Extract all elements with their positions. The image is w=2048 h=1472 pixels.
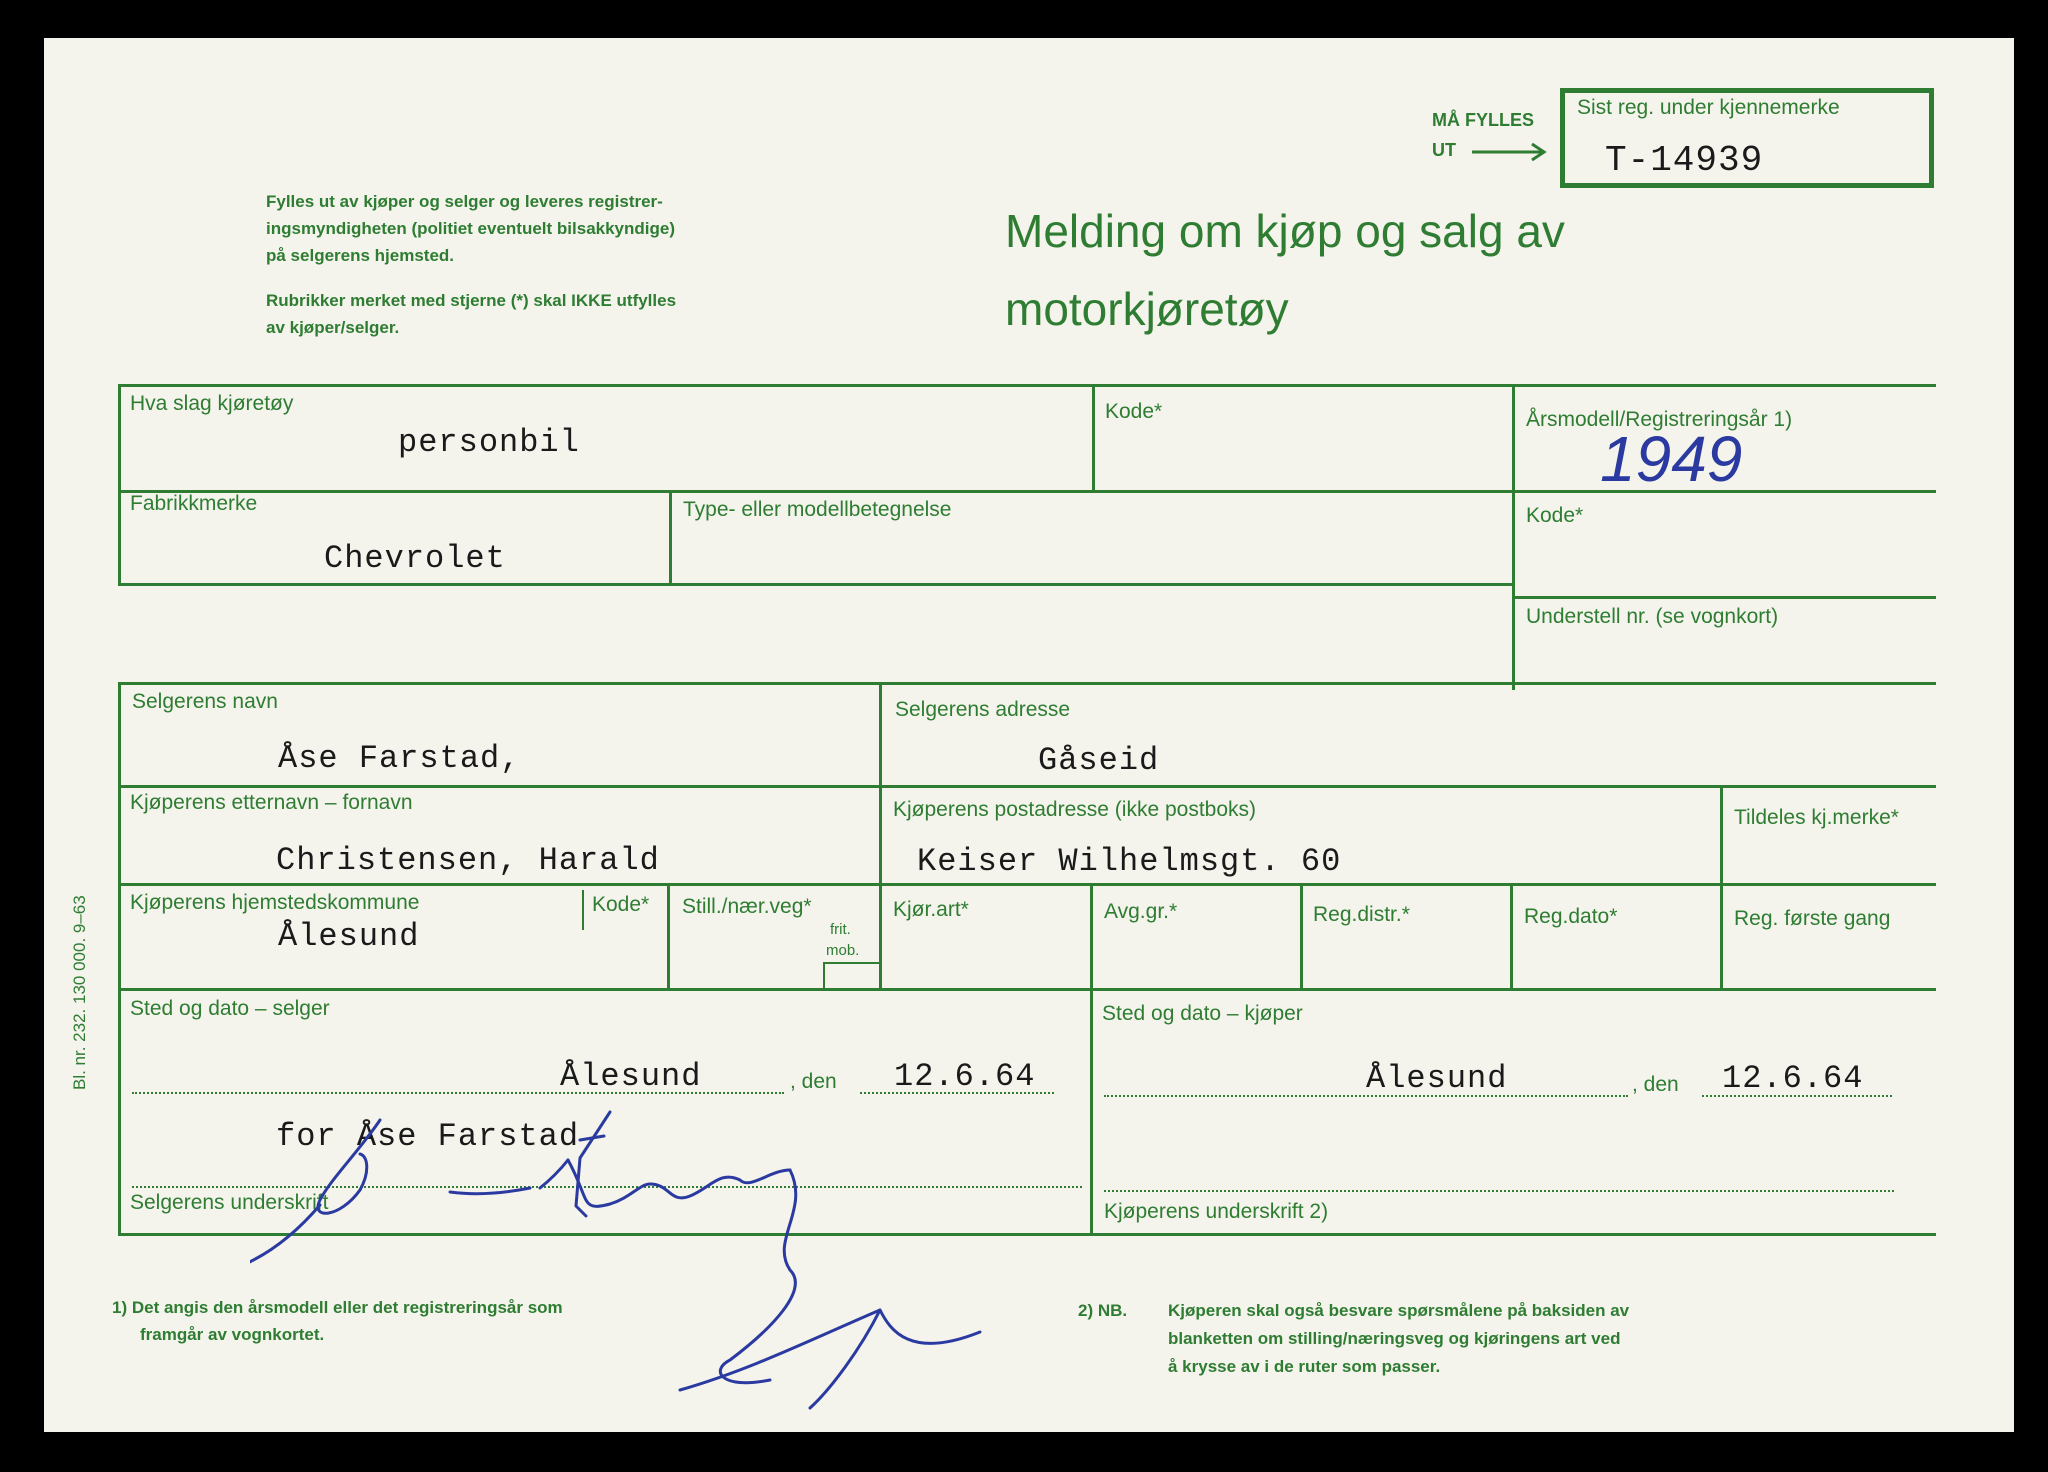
dato-kjoper-value: 12.6.64 xyxy=(1722,1060,1864,1097)
ma-fylles-label: MÅ FYLLES xyxy=(1432,110,1534,130)
den2-label: , den xyxy=(1632,1073,1679,1096)
arsmodell-label: Årsmodell/Registreringsår 1) xyxy=(1526,408,1793,431)
selger-adresse-label: Selgerens adresse xyxy=(895,698,1071,721)
grid-line xyxy=(1512,384,1515,690)
grid-line xyxy=(1092,384,1095,490)
grid-line xyxy=(667,883,670,988)
instructions-line-4: Rubrikker merket med stjerne (*) skal IKKE utfylles xyxy=(266,291,677,310)
kode3-label: Kode* xyxy=(592,893,650,916)
arsmodell-handwritten: 1949 xyxy=(1600,423,1743,495)
grid-line xyxy=(118,384,1936,387)
dotted-line xyxy=(1104,1190,1894,1192)
selger-navn-label: Selgerens navn xyxy=(132,690,278,713)
frit-label: frit. xyxy=(830,921,851,938)
grid-line xyxy=(118,384,121,583)
hjemsted-value: Ålesund xyxy=(278,918,420,955)
instructions-line-2: ingsmyndigheten (politiet eventuelt bilsakkyndige) xyxy=(266,219,676,238)
reg-forste-label: Reg. første gang xyxy=(1734,907,1891,930)
footnote-2-line-2: blanketten om stilling/næringsveg og kjøringens art ved xyxy=(1168,1329,1621,1348)
grid-line xyxy=(669,490,672,583)
sist-reg-value: T-14939 xyxy=(1605,140,1764,181)
grid-line xyxy=(1512,596,1936,599)
grid-line xyxy=(1720,785,1723,988)
instructions-line-1: Fylles ut av kjøper og selger og leveres registrer- xyxy=(266,192,663,211)
grid-line xyxy=(1090,883,1093,1233)
grid-line xyxy=(1510,883,1513,988)
kode2-label: Kode* xyxy=(1526,504,1584,527)
footnote-2-line-3: å krysse av i de ruter som passer. xyxy=(1168,1357,1441,1376)
avggr-label: Avg.gr.* xyxy=(1104,900,1178,923)
seller-signature xyxy=(250,1100,1010,1410)
hva-slag-label: Hva slag kjøretøy xyxy=(130,392,294,415)
grid-line xyxy=(118,583,1512,586)
selger-underskrift-label: Selgerens underskrift xyxy=(130,1191,329,1214)
fabrikkmerke-label: Fabrikkmerke xyxy=(130,492,258,515)
grid-line xyxy=(118,682,1936,685)
ut-label: UT xyxy=(1432,140,1456,160)
kode-label: Kode* xyxy=(1105,400,1163,423)
footnote-2-line-1: Kjøperen skal også besvare spørsmålene på baksiden av xyxy=(1168,1301,1630,1320)
kjoper-navn-label: Kjøperens etternavn – fornavn xyxy=(130,791,413,814)
sted-selger-label: Sted og dato – selger xyxy=(130,997,330,1020)
grid-line xyxy=(118,682,121,1233)
arrow-right-icon xyxy=(1472,140,1552,164)
sted-kjoper-value: Ålesund xyxy=(1366,1060,1508,1097)
side-form-number: Bl. nr. 232. 130 000. 9–63 xyxy=(70,895,89,1090)
footnote-1-line-2: framgår av vognkortet. xyxy=(140,1325,325,1344)
grid-line xyxy=(118,785,1936,788)
kjoper-adresse-value: Keiser Wilhelmsgt. 60 xyxy=(917,843,1342,880)
for-text: for Åse Farstad xyxy=(276,1118,580,1155)
form-title-line-1: Melding om kjøp og salg av xyxy=(1005,205,1565,257)
grid-line xyxy=(1300,883,1303,988)
kjoper-underskrift-label: Kjøperens underskrift 2) xyxy=(1104,1200,1329,1223)
footnote-1-line-1: 1) Det angis den årsmodell eller det registreringsår som xyxy=(112,1298,563,1317)
sist-reg-label: Sist reg. under kjennemerke xyxy=(1577,96,1840,119)
grid-line xyxy=(118,883,1936,886)
kjoper-navn-value: Christensen, Harald xyxy=(276,842,660,879)
tildeles-label: Tildeles kj.merke* xyxy=(1734,806,1899,829)
mob-label: mob. xyxy=(826,942,860,959)
kjoper-adresse-label: Kjøperens postadresse (ikke postboks) xyxy=(893,798,1256,821)
hjemsted-label: Kjøperens hjemstedskommune xyxy=(130,891,420,914)
form-title-line-2: motorkjøretøy xyxy=(1005,283,1289,335)
fabrikkmerke-value: Chevrolet xyxy=(324,540,506,577)
grid-line xyxy=(118,988,1936,991)
dato-selger-value: 12.6.64 xyxy=(894,1058,1036,1095)
regdato-label: Reg.dato* xyxy=(1524,905,1618,928)
sted-selger-value: Ålesund xyxy=(560,1058,702,1095)
type-label: Type- eller modellbetegnelse xyxy=(683,498,952,521)
selger-navn-value: Åse Farstad, xyxy=(278,740,521,777)
grid-line xyxy=(823,962,879,964)
selger-adresse-value: Gåseid xyxy=(1038,742,1160,779)
instructions-line-5: av kjøper/selger. xyxy=(266,318,400,337)
regdistr-label: Reg.distr.* xyxy=(1313,903,1410,926)
den-label: , den xyxy=(790,1070,837,1093)
grid-line xyxy=(879,682,882,988)
grid-line xyxy=(582,890,584,930)
kjorart-label: Kjør.art* xyxy=(893,898,969,921)
still-label: Still./nær.veg* xyxy=(682,895,812,918)
sted-kjoper-label: Sted og dato – kjøper xyxy=(1102,1002,1303,1025)
instructions-line-3: på selgerens hjemsted. xyxy=(266,246,455,265)
understell-label: Understell nr. (se vognkort) xyxy=(1526,605,1779,628)
hva-slag-value: personbil xyxy=(398,424,580,461)
footnote-2-number: 2) NB. xyxy=(1078,1301,1128,1320)
grid-line xyxy=(823,962,825,988)
